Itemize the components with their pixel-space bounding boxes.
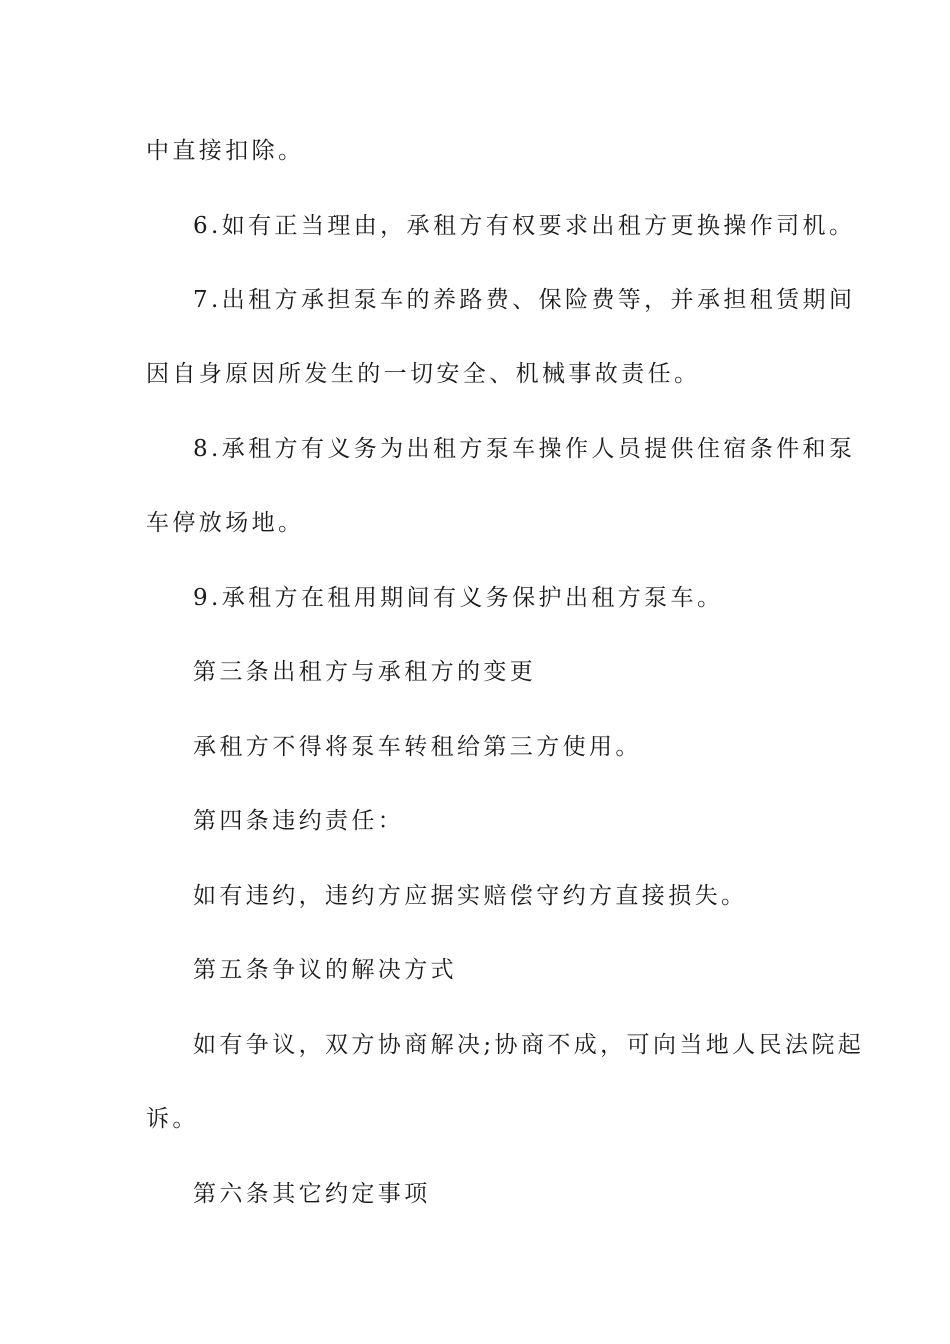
section-heading-4: 第四条违约责任：	[193, 808, 405, 834]
text-line-3: 7.出租方承担泵车的养路费、保险费等，并承担租赁期间	[193, 287, 856, 313]
text-line-1: 中直接扣除。	[146, 138, 305, 164]
text-line-14: 诉。	[146, 1106, 199, 1132]
text-line-6: 车停放场地。	[146, 510, 305, 536]
text-line-5: 8.承租方有义务为出租方泵车操作人员提供住宿条件和泵	[193, 436, 856, 462]
text-line-4: 因自身原因所发生的一切安全、机械事故责任。	[146, 361, 701, 387]
text-line-7: 9.承租方在租用期间有义务保护出租方泵车。	[193, 585, 724, 611]
section-heading-3: 第三条出租方与承租方的变更	[193, 659, 537, 685]
text-line-9: 承租方不得将泵车转租给第三方使用。	[193, 734, 642, 760]
text-line-2: 6.如有正当理由，承租方有权要求出租方更换操作司机。	[193, 213, 856, 239]
text-line-11: 如有违约，违约方应据实赔偿守约方直接损失。	[193, 883, 748, 909]
section-heading-5: 第五条争议的解决方式	[193, 957, 457, 983]
text-line-13: 如有争议，双方协商解决;协商不成，可向当地人民法院起	[193, 1032, 865, 1058]
section-heading-6: 第六条其它约定事项	[193, 1181, 431, 1207]
